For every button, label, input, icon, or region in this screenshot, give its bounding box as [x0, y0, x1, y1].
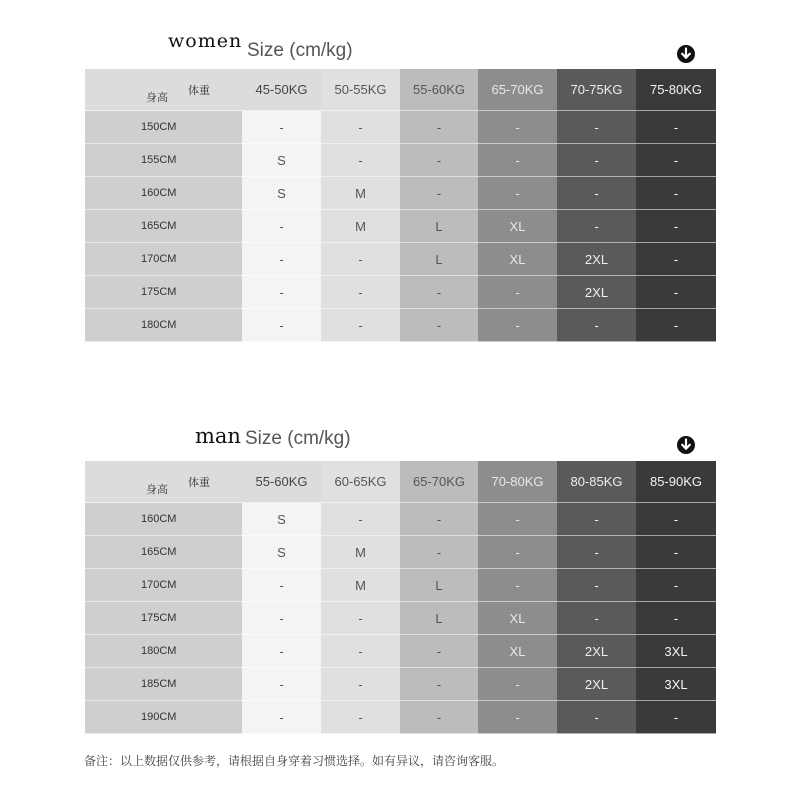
height-row-label: 190CM: [85, 701, 189, 734]
arrow-down-circle-icon[interactable]: [676, 435, 696, 455]
size-cell: 2XL: [557, 276, 636, 309]
height-row-label: 165CM: [85, 210, 189, 243]
size-cell: 3XL: [636, 668, 716, 701]
weight-column-header: 60-65KG: [321, 461, 400, 503]
size-cell: S: [242, 503, 321, 536]
size-cell: -: [636, 144, 716, 177]
size-cell: -: [242, 276, 321, 309]
row-spacer: [189, 536, 242, 569]
size-cell: -: [321, 668, 400, 701]
size-cell: -: [557, 536, 636, 569]
size-cell: -: [557, 144, 636, 177]
size-cell: -: [242, 210, 321, 243]
size-cell: -: [321, 701, 400, 734]
weight-column-header: 55-60KG: [400, 69, 478, 111]
size-cell: M: [321, 177, 400, 210]
size-cell: XL: [478, 635, 557, 668]
size-cell: S: [242, 144, 321, 177]
size-cell: -: [321, 144, 400, 177]
weight-column-header: 80-85KG: [557, 461, 636, 503]
size-cell: -: [400, 635, 478, 668]
size-cell: -: [242, 243, 321, 276]
row-spacer: [189, 503, 242, 536]
weight-column-header: 85-90KG: [636, 461, 716, 503]
women-title: women: [168, 30, 243, 52]
size-cell: -: [321, 602, 400, 635]
size-cell: -: [400, 144, 478, 177]
size-cell: L: [400, 210, 478, 243]
size-cell: -: [242, 635, 321, 668]
weight-column-header: 75-80KG: [636, 69, 716, 111]
size-cell: -: [478, 536, 557, 569]
size-cell: -: [242, 602, 321, 635]
size-cell: -: [636, 701, 716, 734]
size-cell: -: [636, 177, 716, 210]
height-row-label: 175CM: [85, 602, 189, 635]
size-cell: -: [636, 602, 716, 635]
height-row-label: 185CM: [85, 668, 189, 701]
size-cell: 3XL: [636, 635, 716, 668]
size-cell: -: [478, 503, 557, 536]
size-cell: -: [557, 503, 636, 536]
size-cell: -: [478, 309, 557, 342]
size-cell: M: [321, 569, 400, 602]
size-cell: L: [400, 243, 478, 276]
size-cell: -: [636, 536, 716, 569]
size-cell: -: [400, 177, 478, 210]
size-cell: -: [478, 111, 557, 144]
size-cell: -: [321, 635, 400, 668]
size-cell: -: [321, 111, 400, 144]
size-cell: -: [242, 701, 321, 734]
size-cell: -: [400, 309, 478, 342]
size-cell: -: [400, 503, 478, 536]
size-cell: -: [557, 210, 636, 243]
man-size-table: [85, 461, 716, 734]
weight-column-header: 65-70KG: [478, 69, 557, 111]
height-row-label: 170CM: [85, 569, 189, 602]
size-cell: XL: [478, 243, 557, 276]
weight-column-header: 55-60KG: [242, 461, 321, 503]
height-row-label: 160CM: [85, 177, 189, 210]
size-cell: S: [242, 177, 321, 210]
size-cell: S: [242, 536, 321, 569]
size-cell: 2XL: [557, 243, 636, 276]
height-row-label: 155CM: [85, 144, 189, 177]
disclaimer-note: 备注：以上数据仅供参考，请根据自身穿着习惯选择。如有异议，请咨询客服。: [84, 754, 505, 768]
table-header-corner: [85, 461, 242, 503]
size-cell: -: [636, 503, 716, 536]
size-cell: 2XL: [557, 635, 636, 668]
size-cell: L: [400, 569, 478, 602]
height-header-label: 身高: [146, 484, 168, 496]
size-cell: XL: [478, 602, 557, 635]
size-cell: -: [400, 111, 478, 144]
height-row-label: 150CM: [85, 111, 189, 144]
size-cell: -: [321, 276, 400, 309]
weight-column-header: 50-55KG: [321, 69, 400, 111]
size-cell: -: [557, 701, 636, 734]
size-cell: -: [242, 309, 321, 342]
man-title: man: [195, 424, 241, 448]
size-cell: L: [400, 602, 478, 635]
size-cell: -: [400, 276, 478, 309]
size-cell: -: [321, 309, 400, 342]
row-spacer: [189, 635, 242, 668]
size-cell: -: [636, 111, 716, 144]
height-row-label: 170CM: [85, 243, 189, 276]
weight-column-header: 65-70KG: [400, 461, 478, 503]
height-row-label: 175CM: [85, 276, 189, 309]
size-cell: -: [557, 569, 636, 602]
size-cell: -: [242, 668, 321, 701]
size-cell: -: [400, 668, 478, 701]
size-cell: -: [242, 111, 321, 144]
height-header-label: 身高: [146, 92, 168, 104]
size-cell: -: [478, 144, 557, 177]
size-cell: -: [478, 668, 557, 701]
size-cell: -: [636, 569, 716, 602]
size-cell: -: [478, 569, 557, 602]
size-cell: -: [400, 701, 478, 734]
size-cell: M: [321, 536, 400, 569]
size-cell: -: [636, 243, 716, 276]
height-row-label: 165CM: [85, 536, 189, 569]
size-cell: -: [400, 536, 478, 569]
size-cell: -: [636, 210, 716, 243]
size-cell: -: [557, 602, 636, 635]
size-cell: -: [321, 243, 400, 276]
size-cell: -: [557, 111, 636, 144]
height-row-label: 180CM: [85, 309, 189, 342]
size-cell: -: [636, 276, 716, 309]
weight-column-header: 70-75KG: [557, 69, 636, 111]
size-cell: -: [557, 177, 636, 210]
women-size-label: Size (cm/kg): [247, 40, 353, 61]
row-spacer: [189, 701, 242, 734]
row-spacer: [189, 602, 242, 635]
size-cell: XL: [478, 210, 557, 243]
man-size-label: Size (cm/kg): [245, 428, 351, 449]
size-cell: -: [636, 309, 716, 342]
weight-header-label: 体重: [188, 85, 210, 97]
size-cell: -: [557, 309, 636, 342]
weight-column-header: 70-80KG: [478, 461, 557, 503]
height-row-label: 160CM: [85, 503, 189, 536]
weight-column-header: 45-50KG: [242, 69, 321, 111]
size-cell: -: [478, 276, 557, 309]
row-spacer: [189, 569, 242, 602]
size-cell: 2XL: [557, 668, 636, 701]
size-cell: -: [242, 569, 321, 602]
size-cell: -: [321, 503, 400, 536]
size-cell: M: [321, 210, 400, 243]
height-row-label: 180CM: [85, 635, 189, 668]
weight-header-label: 体重: [188, 477, 210, 489]
size-cell: -: [478, 701, 557, 734]
size-cell: -: [478, 177, 557, 210]
row-spacer: [189, 668, 242, 701]
